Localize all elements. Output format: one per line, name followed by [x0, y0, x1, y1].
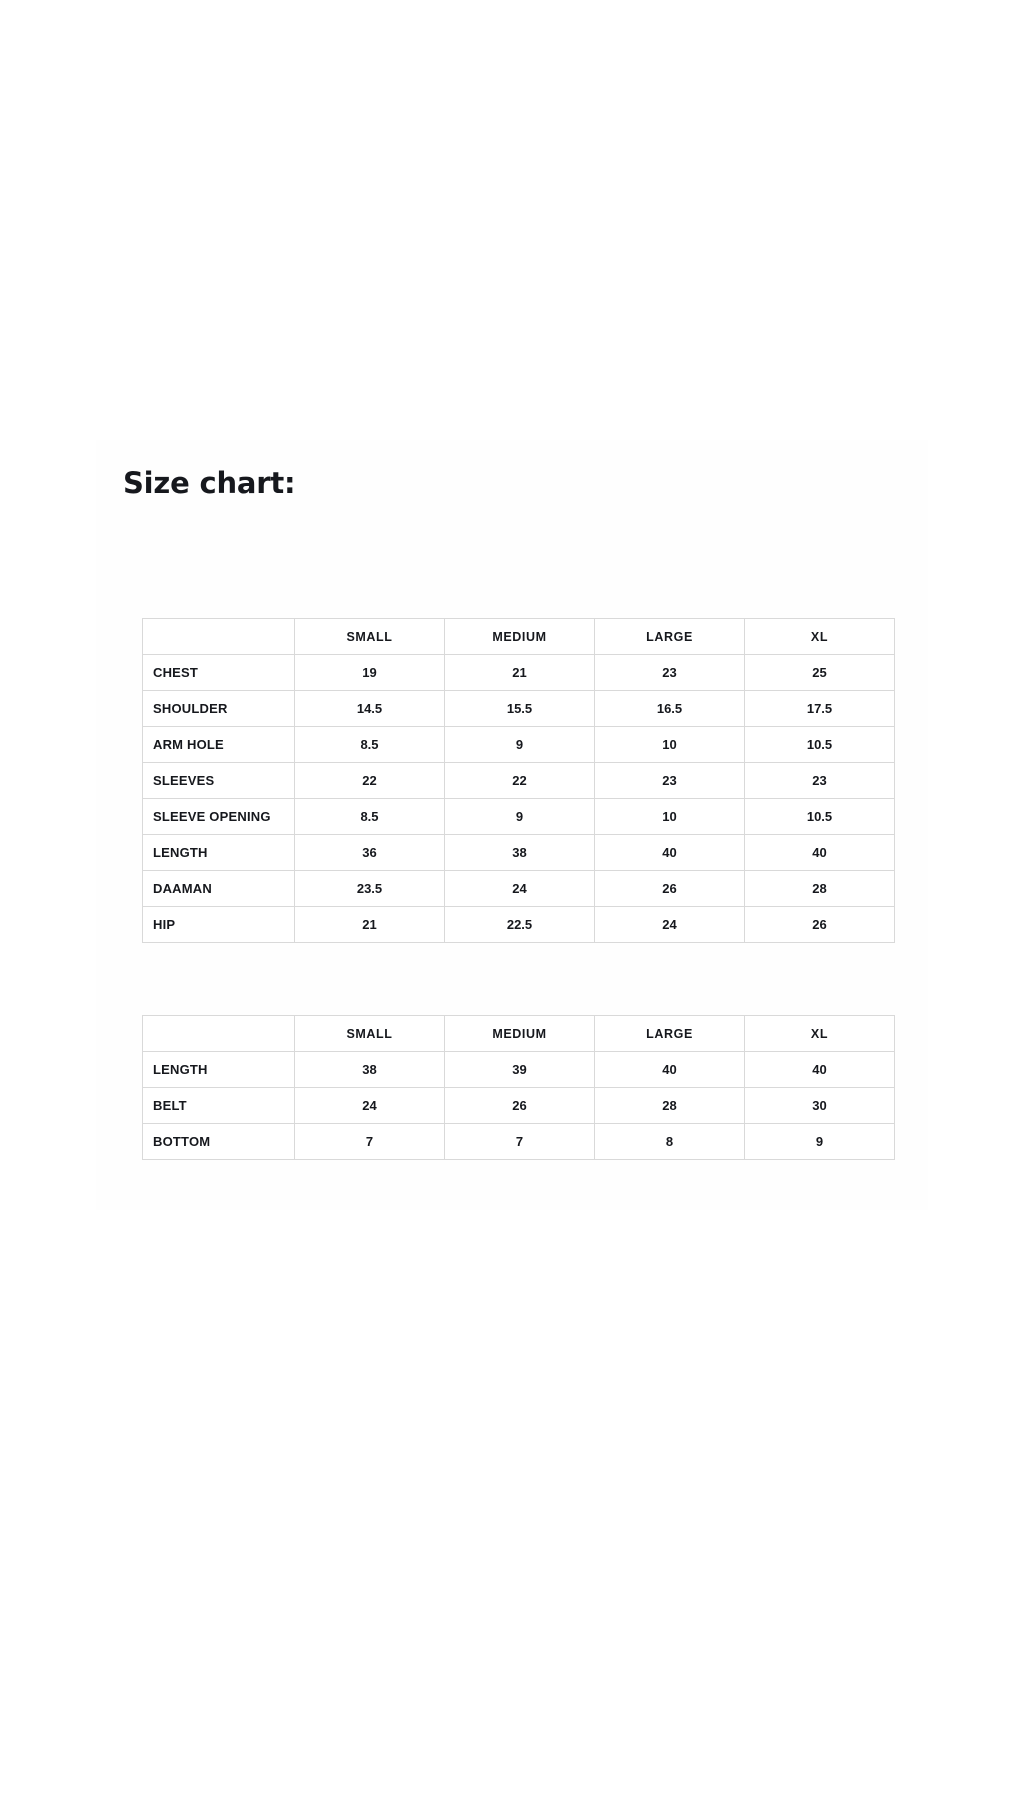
cell-small: 8.5 — [295, 727, 445, 763]
table-row — [143, 727, 895, 763]
cell-medium: 26 — [445, 1088, 595, 1124]
row-label: HIP — [143, 907, 295, 943]
table-row — [143, 655, 895, 691]
cell-large: 40 — [595, 835, 745, 871]
cell-medium: 39 — [445, 1052, 595, 1088]
table-row — [143, 1124, 895, 1160]
cell-large: 40 — [595, 1052, 745, 1088]
row-label: BOTTOM — [143, 1124, 295, 1160]
trouser-measurements-table — [142, 1015, 895, 1160]
column-header-small: SMALL — [295, 619, 445, 655]
column-header-medium: MEDIUM — [445, 619, 595, 655]
cell-medium: 15.5 — [445, 691, 595, 727]
cell-medium: 38 — [445, 835, 595, 871]
cell-large: 24 — [595, 907, 745, 943]
cell-xl: 40 — [745, 1052, 895, 1088]
cell-medium: 7 — [445, 1124, 595, 1160]
cell-large: 10 — [595, 799, 745, 835]
row-label: LENGTH — [143, 1052, 295, 1088]
cell-xl: 10.5 — [745, 799, 895, 835]
cell-small: 23.5 — [295, 871, 445, 907]
table-row — [143, 871, 895, 907]
row-label: SLEEVE OPENING — [143, 799, 295, 835]
cell-xl: 40 — [745, 835, 895, 871]
cell-small: 22 — [295, 763, 445, 799]
cell-xl: 10.5 — [745, 727, 895, 763]
cell-small: 24 — [295, 1088, 445, 1124]
cell-medium: 9 — [445, 727, 595, 763]
cell-xl: 25 — [745, 655, 895, 691]
table-row — [143, 691, 895, 727]
table-header-row — [143, 619, 895, 655]
column-header-medium: MEDIUM — [445, 1016, 595, 1052]
column-header-large: LARGE — [595, 619, 745, 655]
table-row — [143, 1052, 895, 1088]
table-row — [143, 763, 895, 799]
row-label: ARM HOLE — [143, 727, 295, 763]
cell-small: 36 — [295, 835, 445, 871]
row-label: BELT — [143, 1088, 295, 1124]
cell-small: 19 — [295, 655, 445, 691]
column-header-small: SMALL — [295, 1016, 445, 1052]
cell-xl: 9 — [745, 1124, 895, 1160]
page-title: Size chart: — [123, 466, 296, 500]
cell-xl: 28 — [745, 871, 895, 907]
cell-medium: 21 — [445, 655, 595, 691]
cell-medium: 22.5 — [445, 907, 595, 943]
cell-large: 23 — [595, 655, 745, 691]
table-row — [143, 1088, 895, 1124]
cell-xl: 23 — [745, 763, 895, 799]
cell-large: 23 — [595, 763, 745, 799]
table-corner-cell — [143, 1016, 295, 1052]
cell-small: 21 — [295, 907, 445, 943]
table-row — [143, 835, 895, 871]
shirt-measurements-table — [142, 618, 895, 943]
cell-small: 7 — [295, 1124, 445, 1160]
cell-small: 38 — [295, 1052, 445, 1088]
row-label: CHEST — [143, 655, 295, 691]
column-header-large: LARGE — [595, 1016, 745, 1052]
cell-large: 16.5 — [595, 691, 745, 727]
cell-medium: 24 — [445, 871, 595, 907]
row-label: SLEEVES — [143, 763, 295, 799]
cell-medium: 22 — [445, 763, 595, 799]
table-header-row — [143, 1016, 895, 1052]
cell-xl: 30 — [745, 1088, 895, 1124]
table-row — [143, 907, 895, 943]
column-header-xl: XL — [745, 1016, 895, 1052]
row-label: SHOULDER — [143, 691, 295, 727]
cell-large: 8 — [595, 1124, 745, 1160]
cell-large: 28 — [595, 1088, 745, 1124]
cell-xl: 17.5 — [745, 691, 895, 727]
row-label: DAAMAN — [143, 871, 295, 907]
cell-large: 10 — [595, 727, 745, 763]
cell-large: 26 — [595, 871, 745, 907]
cell-small: 14.5 — [295, 691, 445, 727]
table-corner-cell — [143, 619, 295, 655]
cell-medium: 9 — [445, 799, 595, 835]
column-header-xl: XL — [745, 619, 895, 655]
cell-small: 8.5 — [295, 799, 445, 835]
row-label: LENGTH — [143, 835, 295, 871]
cell-xl: 26 — [745, 907, 895, 943]
table-row — [143, 799, 895, 835]
